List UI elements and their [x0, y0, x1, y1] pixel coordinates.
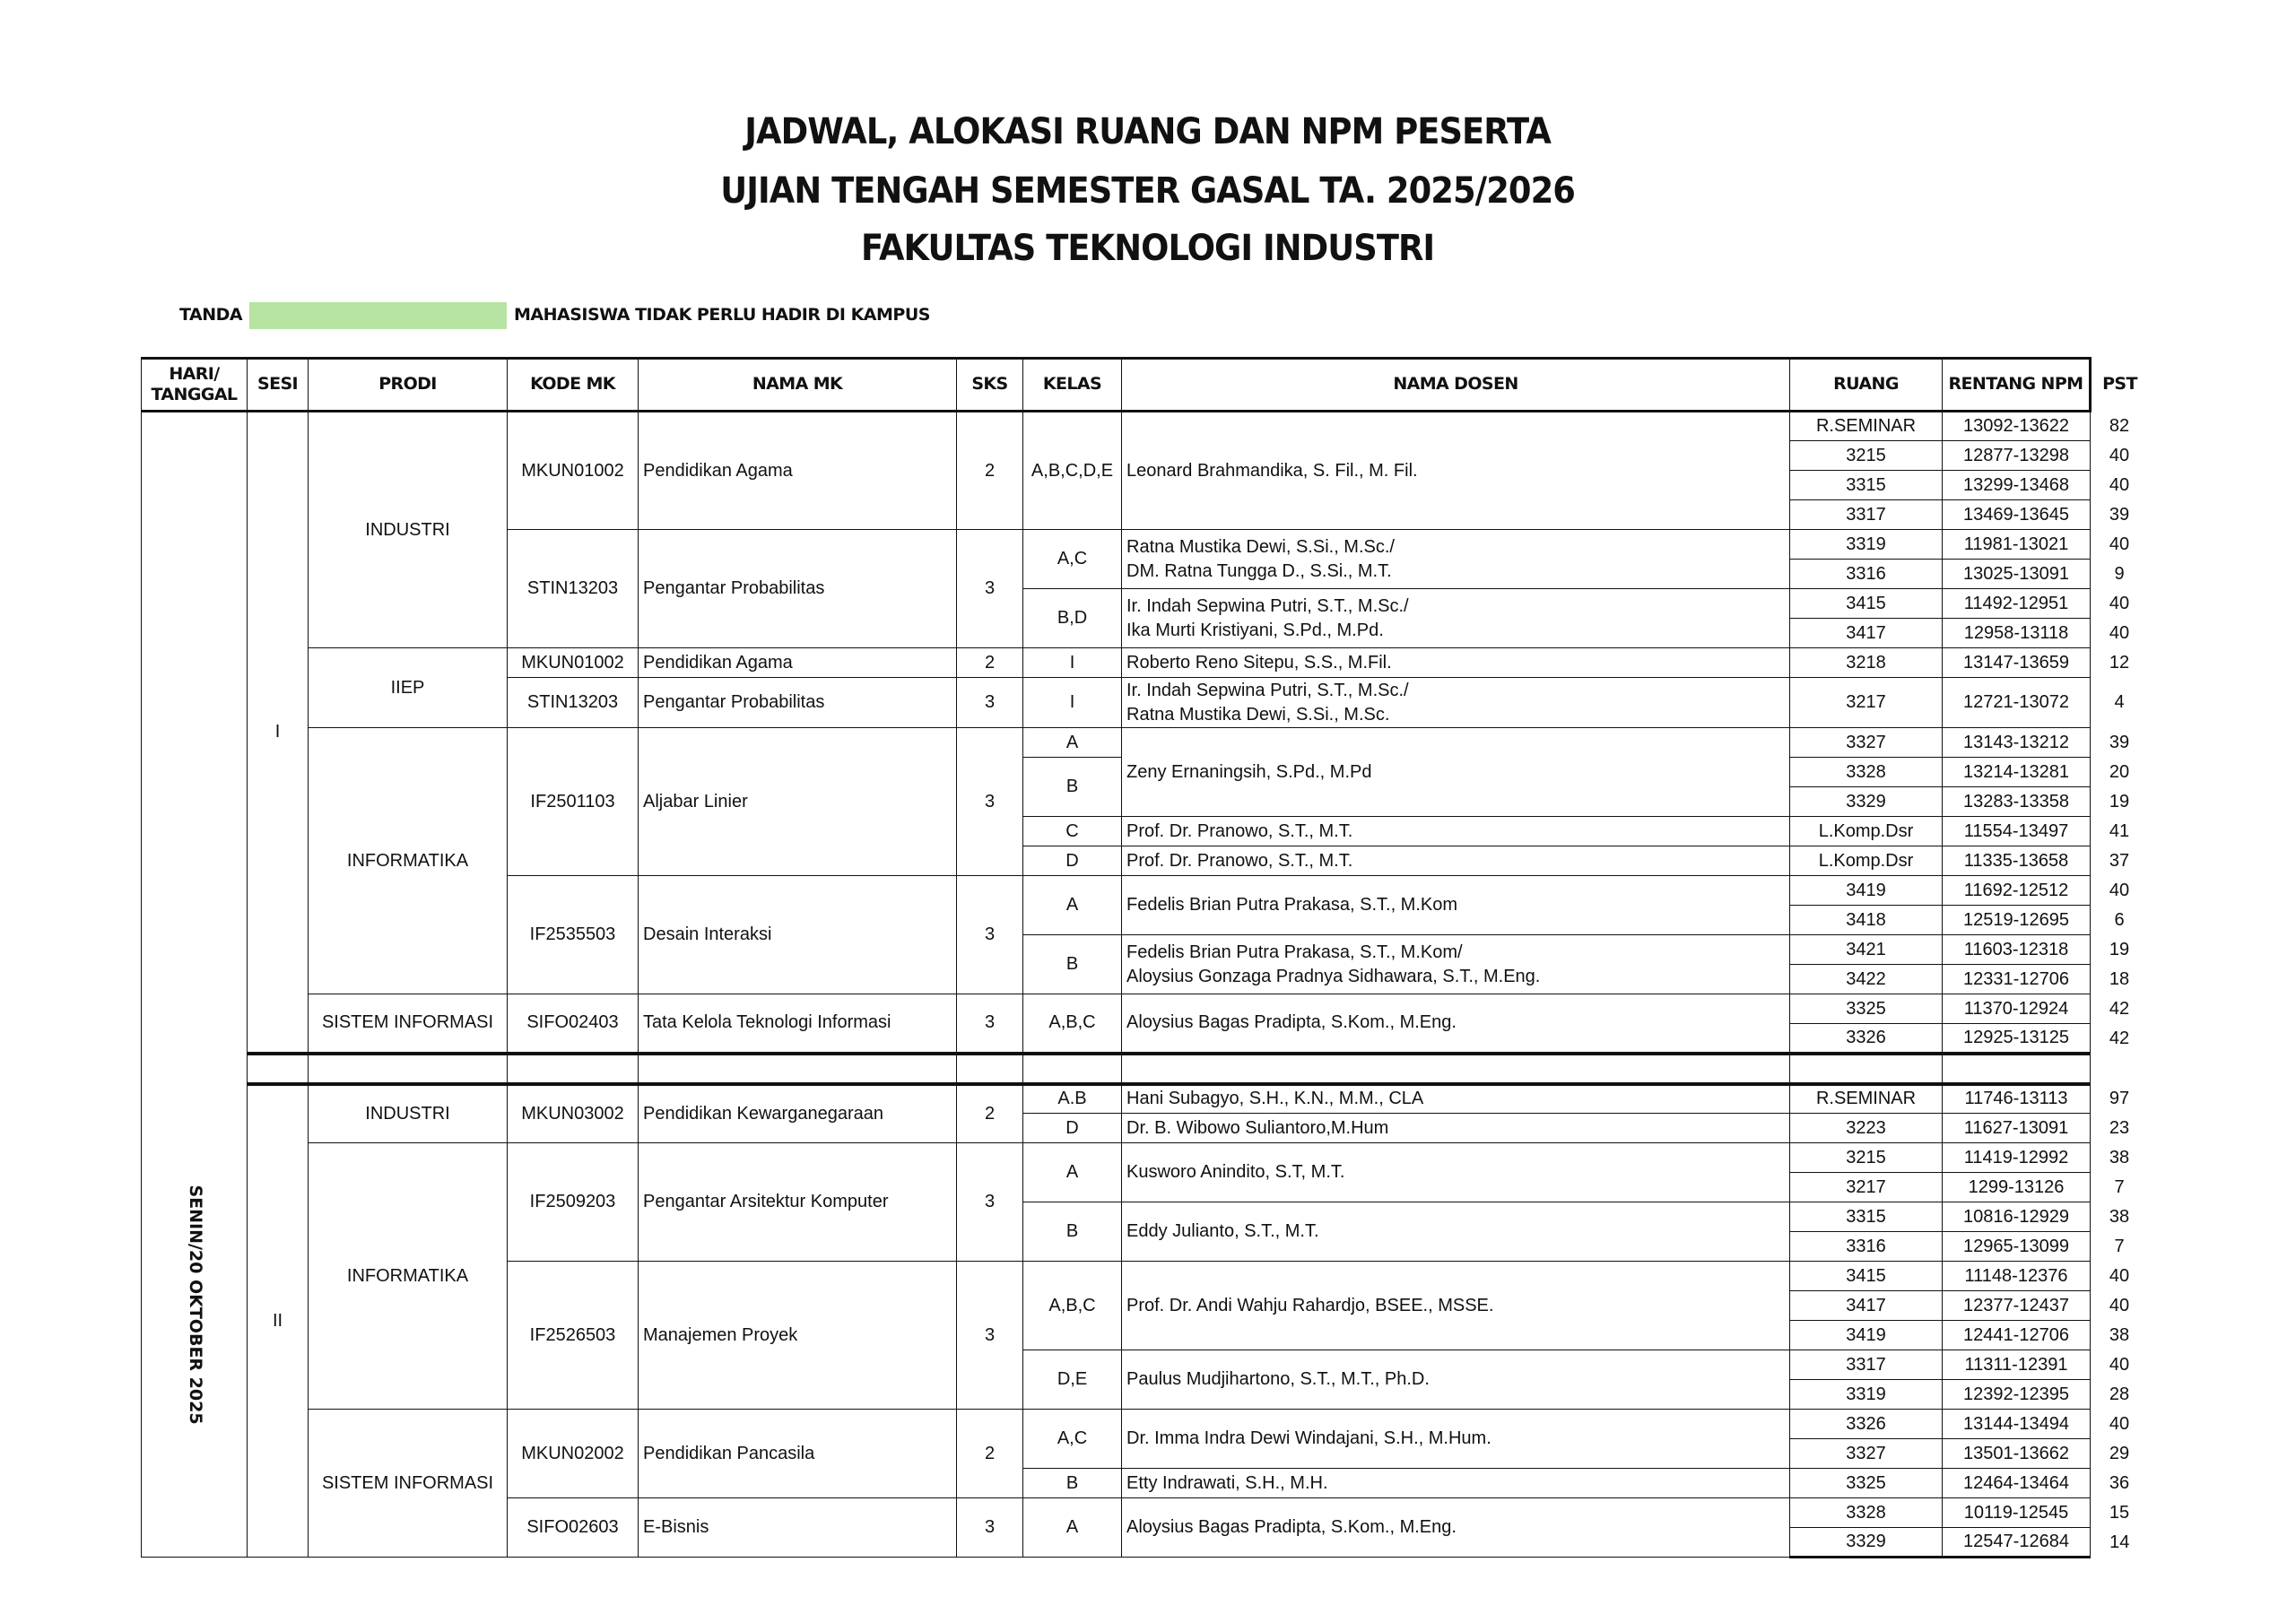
npm-range-cell: 13025-13091 — [1943, 560, 2091, 589]
kode-mk-cell: IF2526503 — [508, 1262, 639, 1410]
ruang-cell: R.SEMINAR — [1790, 1084, 1943, 1114]
table-row — [142, 412, 2149, 441]
prodi-cell: INFORMATIKA — [309, 1143, 508, 1410]
table-row — [142, 1084, 2149, 1114]
kelas-cell: I — [1023, 648, 1122, 678]
sks-cell: 3 — [957, 1143, 1023, 1262]
prodi-cell: IIEP — [309, 648, 508, 728]
npm-range-cell: 13092-13622 — [1943, 412, 2091, 441]
ruang-cell: 3415 — [1790, 589, 1943, 619]
dosen-cell: Leonard Brahmandika, S. Fil., M. Fil. — [1122, 412, 1790, 530]
dosen-cell: Aloysius Bagas Pradipta, S.Kom., M.Eng. — [1122, 994, 1790, 1054]
participant-count: 40 — [2109, 1413, 2130, 1434]
participant-count: 9 — [2114, 563, 2125, 584]
sks-cell: 3 — [957, 530, 1023, 648]
kode-mk-cell: IF2509203 — [508, 1143, 639, 1262]
day-cell — [142, 412, 248, 1558]
ruang-cell: 3316 — [1790, 560, 1943, 589]
day-label: SENIN/20 OKTOBER 2025 — [185, 1185, 205, 1425]
participant-count: 19 — [2109, 791, 2130, 812]
ruang-cell: 3417 — [1790, 619, 1943, 648]
session-cell: II — [248, 1084, 309, 1558]
dosen-cell: Paulus Mudjihartono, S.T., M.T., Ph.D. — [1122, 1350, 1790, 1410]
nama-mk-cell: Tata Kelola Teknologi Informasi — [639, 994, 957, 1054]
ruang-cell: 3217 — [1790, 1173, 1943, 1202]
ruang-cell: 3315 — [1790, 471, 1943, 500]
ruang-cell: R.SEMINAR — [1790, 412, 1943, 441]
ruang-cell: 3327 — [1790, 1439, 1943, 1469]
col-header-hari-label: HARI/ TANGGAL — [151, 364, 238, 404]
nama-mk-cell: Pengantar Probabilitas — [639, 530, 957, 648]
participant-count: 7 — [2114, 1176, 2125, 1197]
npm-range-cell: 12721-13072 — [1943, 678, 2091, 728]
ruang-cell: 3422 — [1790, 965, 1943, 994]
npm-range-cell: 1299-13126 — [1943, 1173, 2091, 1202]
ruang-cell: 3329 — [1790, 787, 1943, 817]
kelas-cell: A — [1023, 876, 1122, 935]
prodi-cell: INFORMATIKA — [309, 728, 508, 994]
kelas-cell: D — [1023, 846, 1122, 876]
npm-range-cell: 12547-12684 — [1943, 1528, 2091, 1558]
participant-count: 42 — [2109, 998, 2130, 1019]
ruang-cell: 3419 — [1790, 1321, 1943, 1350]
table-row — [142, 728, 2149, 758]
npm-range-cell: 12464-13464 — [1943, 1469, 2091, 1498]
npm-range-cell: 13469-13645 — [1943, 500, 2091, 530]
separator-cell — [508, 1054, 639, 1084]
kelas-cell: B — [1023, 1469, 1122, 1498]
npm-range-cell: 13299-13468 — [1943, 471, 2091, 500]
npm-range-cell: 12441-12706 — [1943, 1321, 2091, 1350]
npm-range-cell: 11627-13091 — [1943, 1114, 2091, 1143]
ruang-cell: 3415 — [1790, 1262, 1943, 1291]
nama-mk-cell: Pengantar Probabilitas — [639, 678, 957, 728]
npm-range-cell: 11554-13497 — [1943, 817, 2091, 846]
participant-count: 23 — [2109, 1117, 2130, 1138]
prodi-cell: INDUSTRI — [309, 1084, 508, 1143]
sks-cell: 3 — [957, 1498, 1023, 1558]
kelas-cell: A — [1023, 1498, 1122, 1558]
kode-mk-cell: STIN13203 — [508, 530, 639, 648]
kode-mk-cell: SIFO02403 — [508, 994, 639, 1054]
separator-cell — [639, 1054, 957, 1084]
kelas-cell: A,B,C,D,E — [1023, 412, 1122, 530]
kelas-cell: A,B,C — [1023, 1262, 1122, 1350]
npm-range-cell: 11492-12951 — [1943, 589, 2091, 619]
sks-cell: 2 — [957, 1410, 1023, 1498]
kode-mk-cell: MKUN03002 — [508, 1084, 639, 1143]
dosen-cell: Ratna Mustika Dewi, S.Si., M.Sc./ DM. Ratna Tungga D., S.Si., M.T. — [1122, 530, 1790, 589]
participant-count: 40 — [2109, 534, 2130, 554]
ruang-cell: 3319 — [1790, 1380, 1943, 1410]
ruang-cell: 3223 — [1790, 1114, 1943, 1143]
table-row — [142, 994, 2149, 1024]
ruang-cell: 3328 — [1790, 758, 1943, 787]
dosen-cell: Aloysius Bagas Pradipta, S.Kom., M.Eng. — [1122, 1498, 1790, 1558]
npm-range-cell: 12925-13125 — [1943, 1024, 2091, 1054]
col-header-sesi: SESI — [248, 359, 309, 412]
ruang-cell: 3419 — [1790, 876, 1943, 906]
sks-cell: 3 — [957, 994, 1023, 1054]
ruang-cell: 3326 — [1790, 1024, 1943, 1054]
npm-range-cell: 12377-12437 — [1943, 1291, 2091, 1321]
col-header-dosen: NAMA DOSEN — [1122, 359, 1790, 412]
npm-range-cell: 13147-13659 — [1943, 648, 2091, 678]
npm-range-cell: 11419-12992 — [1943, 1143, 2091, 1173]
kelas-cell: A,C — [1023, 530, 1122, 589]
page-title-line-1: JADWAL, ALOKASI RUANG DAN NPM PESERTA — [744, 111, 1551, 152]
prodi-cell: SISTEM INFORMASI — [309, 994, 508, 1054]
npm-range-cell: 11148-12376 — [1943, 1262, 2091, 1291]
legend-label: TANDA — [179, 305, 243, 325]
ruang-cell: 3319 — [1790, 530, 1943, 560]
participant-count: 29 — [2109, 1443, 2130, 1463]
col-header-prodi: PRODI — [309, 359, 508, 412]
kelas-cell: D — [1023, 1114, 1122, 1143]
ruang-cell: 3316 — [1790, 1232, 1943, 1262]
participant-count: 40 — [2109, 1354, 2130, 1375]
session-cell: I — [248, 412, 309, 1054]
participant-count: 6 — [2114, 909, 2125, 930]
participant-count: 40 — [2109, 474, 2130, 495]
col-header-sks: SKS — [957, 359, 1023, 412]
npm-range-cell: 10119-12545 — [1943, 1498, 2091, 1528]
participant-count: 97 — [2109, 1088, 2130, 1108]
npm-range-cell: 11746-13113 — [1943, 1084, 2091, 1114]
dosen-cell: Prof. Dr. Pranowo, S.T., M.T. — [1122, 817, 1790, 846]
col-header-kelas: KELAS — [1023, 359, 1122, 412]
kode-mk-cell: IF2535503 — [508, 876, 639, 994]
dosen-cell: Fedelis Brian Putra Prakasa, S.T., M.Kom — [1122, 876, 1790, 935]
npm-range-cell: 12519-12695 — [1943, 906, 2091, 935]
dosen-cell: Fedelis Brian Putra Prakasa, S.T., M.Kom/ Aloysius Gonzaga Pradnya Sidhawara, S.T., M.Eng. — [1122, 935, 1790, 994]
ruang-cell: 3317 — [1790, 500, 1943, 530]
ruang-cell: 3326 — [1790, 1410, 1943, 1439]
participant-count: 39 — [2109, 504, 2130, 525]
ruang-cell: 3217 — [1790, 678, 1943, 728]
page-title-line-3: FAKULTAS TEKNOLOGI INDUSTRI — [860, 228, 1435, 269]
npm-range-cell: 13143-13212 — [1943, 728, 2091, 758]
sks-cell: 3 — [957, 876, 1023, 994]
kode-mk-cell: MKUN02002 — [508, 1410, 639, 1498]
kode-mk-cell: MKUN01002 — [508, 412, 639, 530]
npm-range-cell: 10816-12929 — [1943, 1202, 2091, 1232]
dosen-cell: Ir. Indah Sepwina Putri, S.T., M.Sc./ Ratna Mustika Dewi, S.Si., M.Sc. — [1122, 678, 1790, 728]
dosen-cell: Kusworo Anindito, S.T, M.T. — [1122, 1143, 1790, 1202]
kelas-cell: A,C — [1023, 1410, 1122, 1469]
participant-count: 40 — [2109, 593, 2130, 613]
col-header-ruang: RUANG — [1790, 359, 1943, 412]
dosen-cell: Ir. Indah Sepwina Putri, S.T., M.Sc./ Ika Murti Kristiyani, S.Pd., M.Pd. — [1122, 589, 1790, 648]
col-header-hari — [142, 359, 248, 412]
separator-cell — [1790, 1054, 1943, 1084]
participant-count: 28 — [2109, 1384, 2130, 1404]
participant-count: 42 — [2109, 1028, 2130, 1048]
npm-range-cell: 13283-13358 — [1943, 787, 2091, 817]
ruang-cell: 3327 — [1790, 728, 1943, 758]
participant-count: 40 — [2109, 1295, 2130, 1315]
kelas-cell: A.B — [1023, 1084, 1122, 1114]
npm-range-cell: 11692-12512 — [1943, 876, 2091, 906]
ruang-cell: 3328 — [1790, 1498, 1943, 1528]
separator-cell — [309, 1054, 508, 1084]
sks-cell: 3 — [957, 1262, 1023, 1410]
ruang-cell: 3215 — [1790, 1143, 1943, 1173]
kode-mk-cell: STIN13203 — [508, 678, 639, 728]
separator-cell — [1122, 1054, 1790, 1084]
nama-mk-cell: Aljabar Linier — [639, 728, 957, 876]
ruang-cell: 3215 — [1790, 441, 1943, 471]
kelas-cell: A,B,C — [1023, 994, 1122, 1054]
participant-count: 82 — [2109, 415, 2130, 436]
nama-mk-cell: Pengantar Arsitektur Komputer — [639, 1143, 957, 1262]
separator-cell — [1023, 1054, 1122, 1084]
npm-range-cell: 11335-13658 — [1943, 846, 2091, 876]
nama-mk-cell: E-Bisnis — [639, 1498, 957, 1558]
separator-cell — [248, 1054, 309, 1084]
schedule-body — [142, 412, 2149, 1558]
participant-count: 20 — [2109, 761, 2130, 782]
dosen-cell: Prof. Dr. Pranowo, S.T., M.T. — [1122, 846, 1790, 876]
kelas-cell: A — [1023, 1143, 1122, 1202]
npm-range-cell: 12392-12395 — [1943, 1380, 2091, 1410]
participant-count: 19 — [2109, 939, 2130, 959]
ruang-cell: 3417 — [1790, 1291, 1943, 1321]
sks-cell: 2 — [957, 1084, 1023, 1143]
participant-count: 4 — [2114, 692, 2125, 712]
participant-count: 7 — [2114, 1236, 2125, 1256]
kelas-cell: A — [1023, 728, 1122, 758]
participant-count: 12 — [2109, 652, 2130, 673]
kode-mk-cell: IF2501103 — [508, 728, 639, 876]
ruang-cell: 3315 — [1790, 1202, 1943, 1232]
page-title-line-2: UJIAN TENGAH SEMESTER GASAL TA. 2025/2026 — [720, 170, 1575, 212]
dosen-cell: Dr. B. Wibowo Suliantoro,M.Hum — [1122, 1114, 1790, 1143]
schedule-table — [141, 357, 2149, 1558]
ruang-cell: 3325 — [1790, 1469, 1943, 1498]
dosen-cell: Dr. Imma Indra Dewi Windajani, S.H., M.Hum. — [1122, 1410, 1790, 1469]
npm-range-cell: 12958-13118 — [1943, 619, 2091, 648]
kode-mk-cell: SIFO02603 — [508, 1498, 639, 1558]
nama-mk-cell: Desain Interaksi — [639, 876, 957, 994]
separator-cell — [957, 1054, 1023, 1084]
npm-range-cell: 11603-12318 — [1943, 935, 2091, 965]
npm-range-cell: 12331-12706 — [1943, 965, 2091, 994]
npm-range-cell: 13501-13662 — [1943, 1439, 2091, 1469]
nama-mk-cell: Pendidikan Agama — [639, 648, 957, 678]
ruang-cell: 3329 — [1790, 1528, 1943, 1558]
kelas-cell: B — [1023, 1202, 1122, 1262]
participant-count: 40 — [2109, 1265, 2130, 1286]
participant-count: 40 — [2109, 622, 2130, 643]
sks-cell: 3 — [957, 728, 1023, 876]
kelas-cell: D,E — [1023, 1350, 1122, 1410]
ruang-cell: L.Komp.Dsr — [1790, 817, 1943, 846]
npm-range-cell: 12877-13298 — [1943, 441, 2091, 471]
participant-count: 18 — [2109, 968, 2130, 989]
ruang-cell: 3317 — [1790, 1350, 1943, 1380]
table-row — [142, 1143, 2149, 1173]
separator-cell — [1943, 1054, 2091, 1084]
npm-range-cell: 11370-12924 — [1943, 994, 2091, 1024]
participant-count: 38 — [2109, 1147, 2130, 1167]
kelas-cell: B — [1023, 758, 1122, 817]
dosen-cell: Prof. Dr. Andi Wahju Rahardjo, BSEE., MSSE. — [1122, 1262, 1790, 1350]
kelas-cell: B,D — [1023, 589, 1122, 648]
npm-range-cell: 13214-13281 — [1943, 758, 2091, 787]
kelas-cell: C — [1023, 817, 1122, 846]
separator-cell — [2091, 1054, 2149, 1084]
prodi-cell: SISTEM INFORMASI — [309, 1410, 508, 1558]
dosen-cell: Eddy Julianto, S.T., M.T. — [1122, 1202, 1790, 1262]
kode-mk-cell: MKUN01002 — [508, 648, 639, 678]
participant-count: 38 — [2109, 1206, 2130, 1227]
table-row — [142, 1410, 2149, 1439]
npm-range-cell: 13144-13494 — [1943, 1410, 2091, 1439]
legend-swatch — [249, 302, 507, 329]
nama-mk-cell: Pendidikan Agama — [639, 412, 957, 530]
participant-count: 40 — [2109, 880, 2130, 900]
kelas-cell: B — [1023, 935, 1122, 994]
participant-count: 37 — [2109, 850, 2130, 871]
col-header-kode: KODE MK — [508, 359, 639, 412]
nama-mk-cell: Pendidikan Pancasila — [639, 1410, 957, 1498]
sks-cell: 3 — [957, 678, 1023, 728]
participant-count: 14 — [2109, 1532, 2130, 1552]
col-header-pst: PST — [2102, 374, 2137, 395]
npm-range-cell: 12965-13099 — [1943, 1232, 2091, 1262]
nama-mk-cell: Pendidikan Kewarganegaraan — [639, 1084, 957, 1143]
dosen-cell: Roberto Reno Sitepu, S.S., M.Fil. — [1122, 648, 1790, 678]
dosen-cell: Etty Indrawati, S.H., M.H. — [1122, 1469, 1790, 1498]
session-separator-row — [142, 1054, 2149, 1084]
npm-range-cell: 11981-13021 — [1943, 530, 2091, 560]
col-header-nama-mk: NAMA MK — [639, 359, 957, 412]
dosen-cell: Hani Subagyo, S.H., K.N., M.M., CLA — [1122, 1084, 1790, 1114]
ruang-cell: 3421 — [1790, 935, 1943, 965]
legend-text: MAHASISWA TIDAK PERLU HADIR DI KAMPUS — [514, 305, 930, 325]
dosen-cell: Zeny Ernaningsih, S.Pd., M.Pd — [1122, 728, 1790, 817]
sks-cell: 2 — [957, 412, 1023, 530]
participant-count: 39 — [2109, 732, 2130, 752]
participant-count: 15 — [2109, 1502, 2130, 1523]
participant-count: 38 — [2109, 1324, 2130, 1345]
ruang-cell: 3325 — [1790, 994, 1943, 1024]
col-header-npm: RENTANG NPM — [1943, 359, 2091, 412]
npm-range-cell: 11311-12391 — [1943, 1350, 2091, 1380]
table-header-row — [142, 359, 2149, 412]
nama-mk-cell: Manajemen Proyek — [639, 1262, 957, 1410]
participant-count: 41 — [2109, 820, 2130, 841]
sks-cell: 2 — [957, 648, 1023, 678]
ruang-cell: 3218 — [1790, 648, 1943, 678]
ruang-cell: 3418 — [1790, 906, 1943, 935]
kelas-cell: I — [1023, 678, 1122, 728]
participant-count: 40 — [2109, 445, 2130, 465]
table-row — [142, 648, 2149, 678]
ruang-cell: L.Komp.Dsr — [1790, 846, 1943, 876]
prodi-cell: INDUSTRI — [309, 412, 508, 648]
participant-count: 36 — [2109, 1472, 2130, 1493]
